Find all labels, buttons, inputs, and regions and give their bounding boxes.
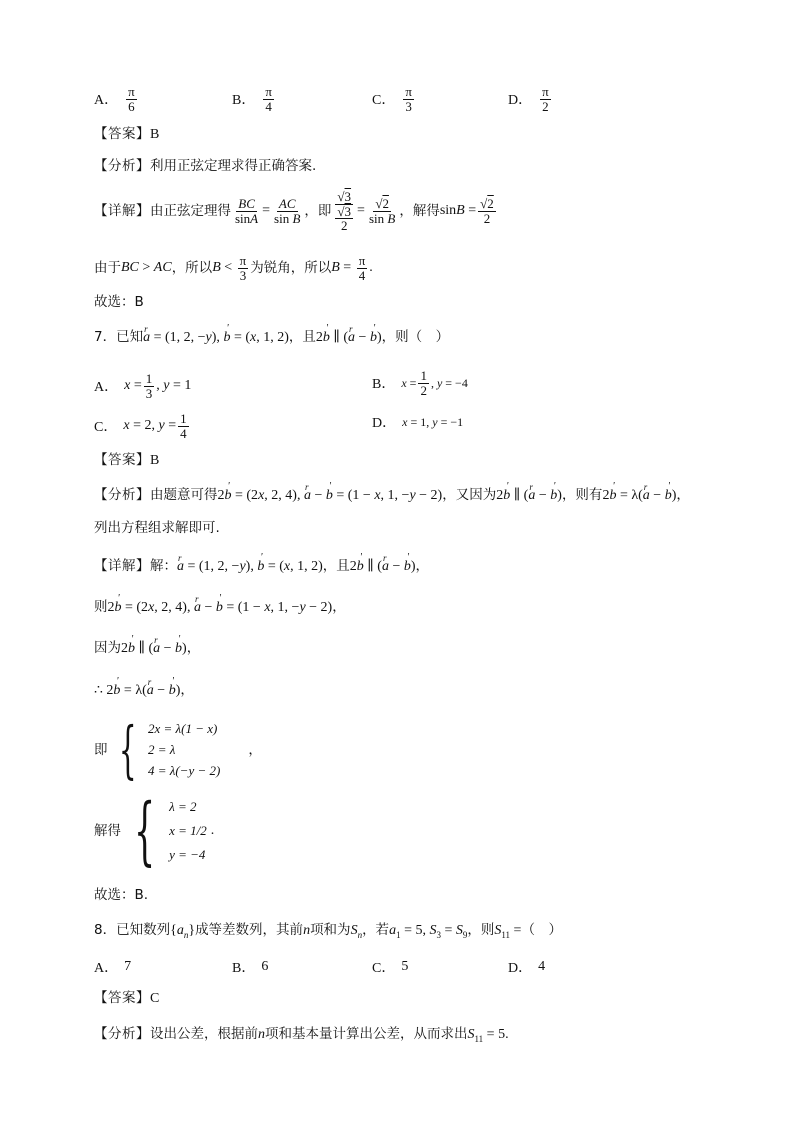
q8-option-d: D． 4 bbox=[508, 959, 546, 976]
q6-option-b: B． $\frac{\pi}{4}$ bbox=[232, 84, 272, 114]
q7-option-a: A． x = $\frac{1}{3}$ , y = 1 bbox=[94, 371, 192, 401]
q7-option-d: D． x = 1, y = −1 bbox=[372, 414, 464, 431]
q7-analysis: 【分析】由题意可得2' b = (2x, 2, 4), r a − ' b = (1 − x, 1, −y − 2)，又因为2' b ∥ (r a − ' b)，则有2' b = λ(r a − ' b)， bbox=[94, 485, 690, 506]
q7-analysis-line2: 列出方程组求解即可. bbox=[94, 520, 220, 536]
q8-option-b: B． 6 bbox=[232, 959, 269, 976]
q6-detail: 【详解】 由正弦定理得 $\frac{BC}{\sin A}$ = $\frac{AC}{\text{sin B}}$ ，即 $\frac{√3}{\frac{√3}{2}}$ = $\frac{√2}{\text{sin B}}$ ，解得 sinB = $\frac{√2}{2}$ bbox=[94, 189, 494, 234]
q8-option-a: A． 7 bbox=[94, 959, 132, 976]
q6-option-c: C． $\frac{\pi}{3}$ bbox=[372, 84, 412, 114]
q7-option-c: C． x = 2, y = $\frac{1}{4}$ bbox=[94, 411, 187, 441]
q7-step-4: 即 { 2x = λ(1 − x) 2 = λ 4 = λ(−y − 2) ， bbox=[94, 712, 262, 786]
q6-option-a: A． $\frac{\pi}{6}$ bbox=[94, 84, 135, 114]
q7-step-2: 因为2' b ∥ (r a − ' b)， bbox=[94, 638, 200, 659]
q8-option-c: C． 5 bbox=[372, 959, 409, 976]
q6-answer: 【答案】B bbox=[94, 126, 160, 142]
q7-conclusion: 故选：B. bbox=[94, 887, 149, 903]
q8-analysis: 【分析】设出公差，根据前n项和基本量计算出公差，从而求出$S_{11} = 5$. bbox=[94, 1026, 509, 1044]
q7-step-5: 解得 { λ = 2 x = 1/2 y = −4 . bbox=[94, 788, 215, 874]
q6-analysis: 【分析】利用正弦定理求得正确答案. bbox=[94, 158, 317, 174]
q6-conclusion: 故选：B bbox=[94, 294, 144, 310]
q7-option-b: B． x = $\frac{1}{2}$ , y = −4 bbox=[372, 368, 468, 398]
q6-detail-line2: 由于 BC > AC ，所以 B < $\frac{\pi}{3}$ 为锐角，所以 B = $\frac{\pi}{4}$ . bbox=[94, 253, 373, 283]
q7-answer: 【答案】B bbox=[94, 452, 160, 468]
q8-answer: 【答案】C bbox=[94, 990, 160, 1006]
q7-detail: 【详解】解：r a = (1, 2, −y), ' b = (x, 1, 2)，且2' b ∥ (r a − ' b)， bbox=[94, 556, 429, 577]
q7-stem: 7．已知r a = (1, 2, −y), ' b = (x, 1, 2)，且2' b ∥ (r a − ' b)，则（ ） bbox=[94, 327, 449, 348]
q7-step-3: ∴ 2' b = λ(r a − ' b)， bbox=[94, 680, 194, 701]
q8-stem: 8．已知数列$\{a_n\}$成等差数列，其前n项和为$S_n$，若$a_1 = 5$, $S_3 = S_9$，则$S_{11}$ =（ ） bbox=[94, 922, 562, 940]
q7-step-1: 则2' b = (2x, 2, 4), r a − ' b = (1 − x, 1, −y − 2)， bbox=[94, 597, 346, 618]
q6-option-d: D． $\frac{\pi}{2}$ bbox=[508, 84, 549, 114]
